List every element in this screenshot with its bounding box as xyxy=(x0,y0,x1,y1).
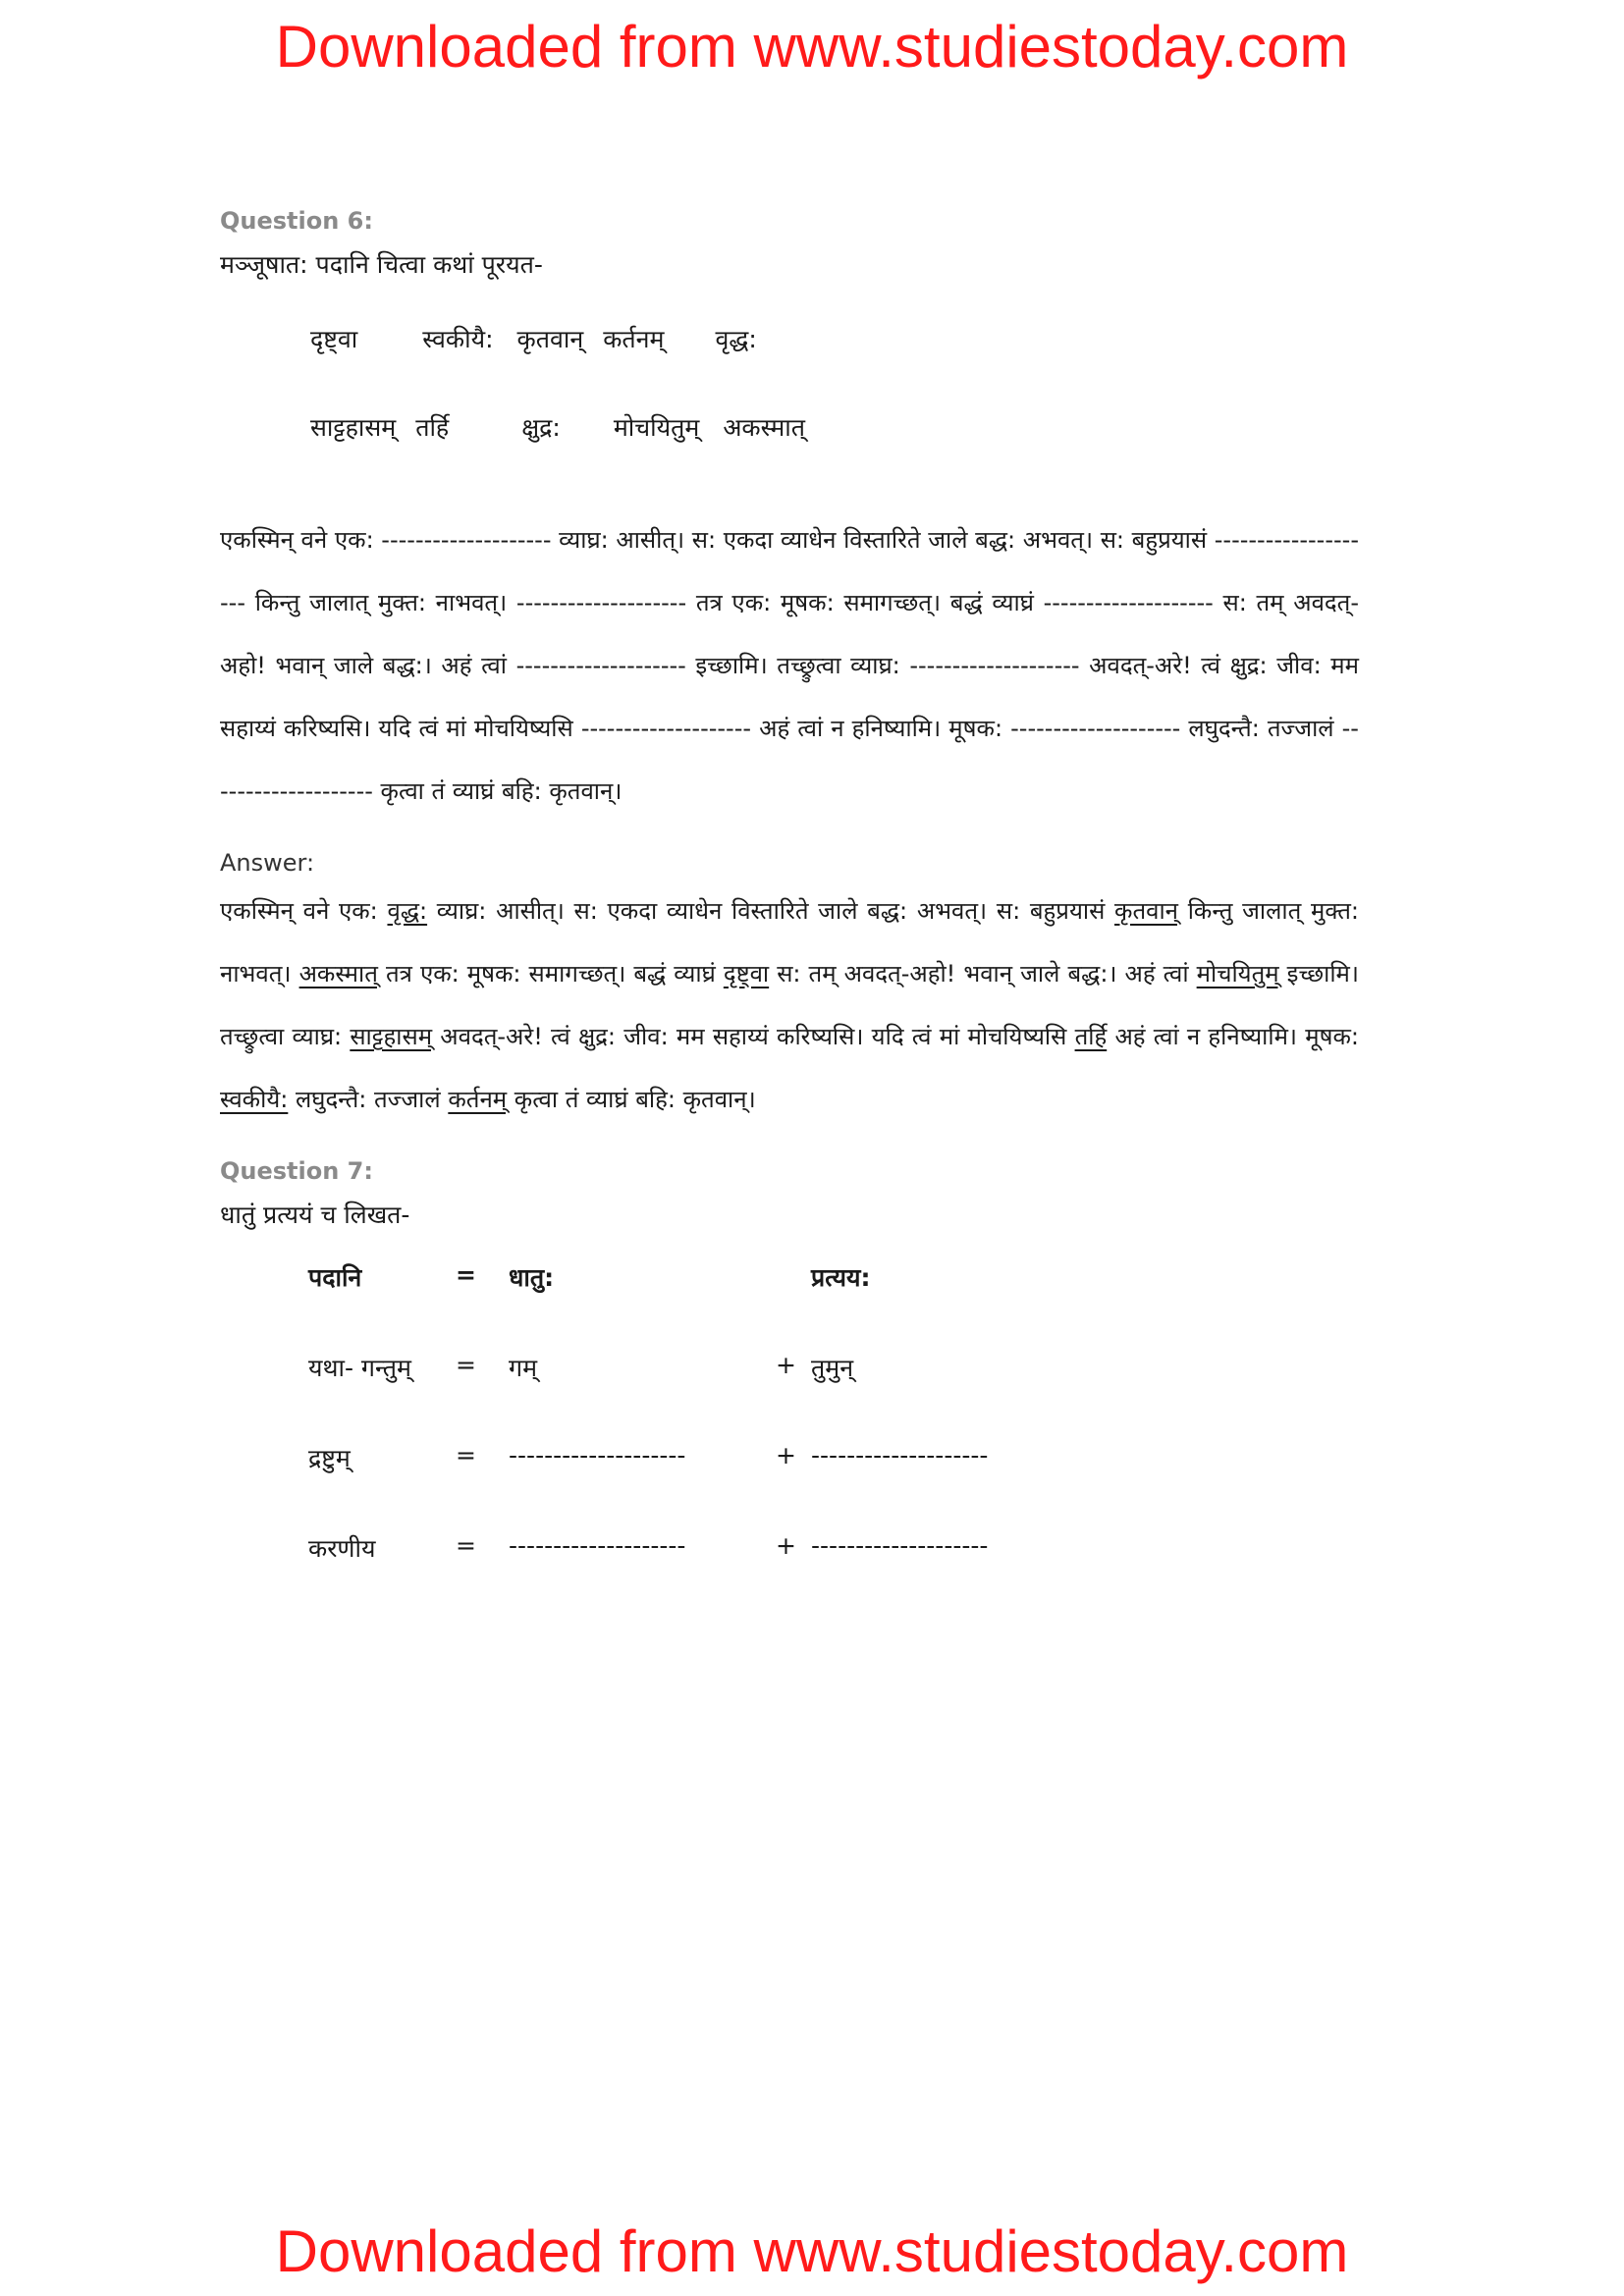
word-box-word: वृद्ध: xyxy=(715,325,757,353)
question-6-paragraph xyxy=(220,508,1359,823)
answer-paragraph xyxy=(220,880,1359,1131)
question-6-instruction: मञ्जूषात: पदानि चित्वा कथां पूरयत- xyxy=(220,250,543,279)
word-box-word: तर्हि xyxy=(415,413,450,442)
answer-word: साट्टहासम् xyxy=(350,1023,433,1050)
row-dhatu-blank: -------------------- xyxy=(509,1531,686,1560)
question-7-instruction: धातुं प्रत्ययं च लिखत- xyxy=(220,1201,410,1229)
header-dhatu: धातु: xyxy=(509,1263,555,1292)
table-header-row xyxy=(308,1260,1066,1351)
story-text: कृत्वा तं व्याघ्रं बहि: कृतवान्। xyxy=(380,777,623,805)
answer-word: दृष्ट्वा xyxy=(723,960,770,988)
answer-text: लघुदन्तै: तज्जालं xyxy=(295,1086,441,1113)
story-text: अहं त्वां न हनिष्यामि। मूषक: xyxy=(759,715,1003,742)
header-equals: = xyxy=(456,1260,476,1289)
row-pratyaya-blank: -------------------- xyxy=(811,1441,989,1469)
word-box-row-1 xyxy=(220,322,1359,410)
word-box-row-2 xyxy=(220,410,1359,499)
answer-word: स्वकीयै: xyxy=(220,1086,289,1113)
answer-word: अकस्मात् xyxy=(298,960,378,988)
row-word: करणीय xyxy=(308,1534,376,1563)
word-box-word: साट्टहासम् xyxy=(310,413,397,442)
row-equals: = xyxy=(456,1441,476,1469)
story-text: व्याघ्र: आसीत्। स: एकदा व्याधेन विस्तारिते जाले बद्ध: अभवत्। स: बहुप्रयासं xyxy=(559,526,1208,554)
answer-text: स: तम् अवदत्-अहो! भवान् जाले बद्ध:। अहं त्वां xyxy=(777,960,1189,988)
header-padani: पदानि xyxy=(308,1263,362,1292)
answer-label: Answer: xyxy=(220,849,315,877)
answer-text: कृत्वा तं व्याघ्रं बहि: कृतवान्। xyxy=(514,1086,756,1113)
blank-line: -------------------- xyxy=(220,715,1359,805)
answer-word: कृतवान् xyxy=(1114,897,1179,925)
word-box-word: अकस्मात् xyxy=(723,413,806,442)
dhatu-pratyaya-table xyxy=(308,1260,1066,1622)
answer-word: कर्तनम् xyxy=(448,1086,508,1113)
answer-text: एकस्मिन् वने एक: xyxy=(220,897,378,925)
row-plus: + xyxy=(776,1351,796,1379)
answer-text: अहं त्वां न हनिष्यामि। मूषक: xyxy=(1114,1023,1359,1050)
row-pratyaya: तुमुन् xyxy=(811,1354,854,1382)
word-box-word: स्वकीयै: xyxy=(422,325,494,353)
answer-text: अवदत्-अरे! त्वं क्षुद्र: जीव: मम सहाय्यं करिष्यसि। यदि त्वं मां मोचयिष्यसि xyxy=(440,1023,1067,1050)
table-row xyxy=(308,1441,1066,1531)
row-pratyaya-blank: -------------------- xyxy=(811,1531,989,1560)
answer-text: तत्र एक: मूषक: समागच्छत्। बद्धं व्याघ्रं xyxy=(385,960,716,988)
word-box-word: कृतवान् xyxy=(516,325,584,353)
row-word: द्रष्टुम् xyxy=(308,1444,351,1472)
word-box-word: कर्तनम् xyxy=(603,325,665,353)
story-text: लघुदन्तै: तज्जालं xyxy=(1188,715,1334,742)
blank-line: -------------------- xyxy=(1010,715,1181,742)
worksheet-content xyxy=(220,204,1359,1622)
story-text: अवदत्-अरे! त्वं क्षुद्र: जीव: मम सहाय्यं करिष्यसि। यदि त्वं मां मोचयिष्यसि xyxy=(220,652,1359,742)
watermark-bottom: Downloaded from www.studiestoday.com xyxy=(275,2218,1349,2284)
answer-text: इच्छामि। तच्छ्रुत्वा व्याघ्र: xyxy=(220,960,1359,1050)
story-text: किन्तु जालात् मुक्त: नाभवत्। xyxy=(254,589,508,616)
blank-line: -------------------- xyxy=(381,526,552,554)
row-plus: + xyxy=(776,1531,796,1560)
blank-line: -------------------- xyxy=(580,715,752,742)
table-row xyxy=(308,1351,1066,1441)
blank-line: -------------------- xyxy=(515,652,686,679)
row-equals: = xyxy=(456,1351,476,1379)
table-row xyxy=(308,1531,1066,1622)
answer-word: वृद्ध: xyxy=(387,897,428,925)
word-box xyxy=(220,322,1359,499)
watermark-top: Downloaded from www.studiestoday.com xyxy=(275,14,1349,80)
story-text: एकस्मिन् वने एक: xyxy=(220,526,374,554)
answer-text: किन्तु जालात् मुक्त: नाभवत्। xyxy=(220,897,1359,988)
story-text: तत्र एक: मूषक: समागच्छत्। बद्धं व्याघ्रं xyxy=(695,589,1034,616)
question-7-heading: Question 7: xyxy=(220,1157,373,1185)
row-dhatu-blank: -------------------- xyxy=(509,1441,686,1469)
header-empty xyxy=(776,1260,811,1351)
answer-text: व्याघ्र: आसीत्। स: एकदा व्याधेन विस्तारिते जाले बद्ध: अभवत्। स: बहुप्रयासं xyxy=(436,897,1106,925)
row-plus: + xyxy=(776,1441,796,1469)
blank-line: -------------------- xyxy=(909,652,1080,679)
blank-line: -------------------- xyxy=(1043,589,1214,616)
row-dhatu: गम् xyxy=(509,1354,538,1382)
blank-line: -------------------- xyxy=(220,526,1359,616)
answer-word: तर्हि xyxy=(1074,1023,1108,1050)
story-text: इच्छामि। तच्छ्रुत्वा व्याघ्र: xyxy=(695,652,900,679)
answer-word: मोचयितुम् xyxy=(1196,960,1279,988)
blank-line: -------------------- xyxy=(515,589,687,616)
row-word: यथा- गन्तुम् xyxy=(308,1354,411,1382)
row-equals: = xyxy=(456,1531,476,1560)
header-pratyaya: प्रत्यय: xyxy=(811,1263,871,1292)
question-6-heading: Question 6: xyxy=(220,207,373,235)
word-box-word: मोचयितुम् xyxy=(613,413,700,442)
story-text: स: तम् अवदत्-अहो! भवान् जाले बद्ध:। अहं त्वां xyxy=(220,589,1359,679)
word-box-word: क्षुद्र: xyxy=(521,413,561,442)
word-box-word: दृष्ट्वा xyxy=(310,325,358,353)
